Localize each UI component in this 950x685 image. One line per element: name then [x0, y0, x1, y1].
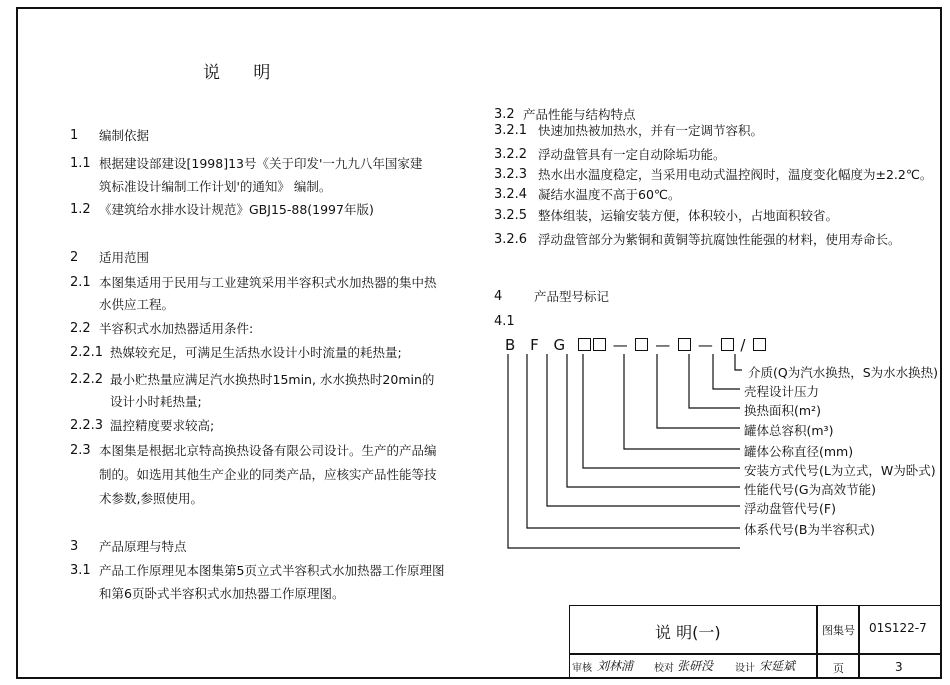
code-label: 壳程设计压力 [744, 384, 820, 399]
section-heading: 编制依据 [99, 128, 150, 143]
section-heading: 适用范围 [99, 250, 150, 265]
paragraph-line: 根据建设部建设[1998]13号《关于印发'一九九八年国家建 [99, 156, 423, 171]
paragraph-line: 设计小时耗热量; [110, 394, 202, 409]
section-number: 3.2.4 [494, 187, 528, 202]
code-label: 浮动盘管代号(F) [744, 501, 836, 516]
paragraph-line: 制的。如选用其他生产企业的同类产品，应核实产品性能等技 [99, 467, 437, 482]
paragraph-line: 凝结水温度不高于60℃。 [538, 187, 681, 202]
paragraph-line: 快速加热被加热水，并有一定调节容积。 [538, 123, 764, 138]
leader-line [689, 354, 740, 408]
leader-line [547, 354, 740, 506]
paragraph-line: 产品工作原理见本图集第5页立式半容积式水加热器工作原理图 [99, 563, 445, 578]
code-letter: F [530, 336, 540, 354]
paragraph-line: 温控精度要求较高; [110, 418, 215, 433]
section-number: 3.2 [494, 107, 515, 122]
section-number: 1 [70, 128, 79, 143]
section-number: 3.2.1 [494, 123, 528, 138]
sheet-title: 说 明(一) [655, 623, 721, 642]
atlas-number: 01S122-7 [869, 621, 927, 635]
page-label: 页 [833, 662, 844, 675]
design-signature: 宋延斌 [759, 659, 796, 673]
section-number: 2.2.2 [70, 372, 104, 387]
section-number: 3.2.2 [494, 147, 528, 162]
check-signature: 张研没 [677, 659, 714, 673]
paragraph-line: 《建筑给水排水设计规范》GBJ15-88(1997年版) [99, 202, 374, 217]
paragraph-line: 水供应工程。 [99, 297, 175, 312]
atlas-label: 图集号 [822, 624, 855, 637]
section-heading: 产品型号标记 [534, 289, 610, 304]
paragraph-line: 最小贮热量应满足汽水换热时15min, 水水换热时20min的 [110, 372, 435, 387]
paragraph-line: 浮动盘管部分为紫铜和黄铜等抗腐蚀性能强的材料，使用寿命长。 [538, 232, 901, 247]
code-label: 体系代号(B为半容积式) [744, 522, 875, 537]
review-signature: 刘林浦 [597, 659, 634, 673]
paragraph-line: 半容积式水加热器适用条件: [99, 321, 254, 336]
code-letter: B [505, 336, 517, 354]
paragraph-line: 和第6页卧式半容积式水加热器工作原理图。 [99, 586, 345, 601]
check-label: 校对 [654, 663, 674, 674]
leader-line [583, 354, 740, 468]
section-number: 4 [494, 289, 503, 304]
leader-line [567, 354, 740, 487]
code-label: 安装方式代号(L为立式，W为卧式) [744, 463, 936, 478]
code-dash: — [612, 336, 629, 354]
section-number: 4.1 [494, 314, 515, 329]
section-number: 1.1 [70, 156, 91, 171]
code-label: 罐体总容积(m³) [744, 423, 834, 438]
review-label: 审核 [572, 663, 592, 674]
design-label: 设计 [735, 663, 755, 674]
section-number: 3 [70, 539, 79, 554]
paragraph-line: 术参数,参照使用。 [99, 491, 203, 506]
code-label: 性能代号(G为高效节能) [744, 482, 876, 497]
page-title: 说 明 [203, 63, 285, 83]
section-number: 3.2.3 [494, 167, 528, 182]
title-block [569, 605, 942, 679]
code-label: 罐体公称直径(mm) [744, 444, 854, 459]
code-slash: / [740, 336, 747, 354]
paragraph-line: 筑标准设计编制工作计划'的通知》 编制。 [99, 179, 332, 194]
section-number: 1.2 [70, 202, 91, 217]
section-heading: 产品原理与特点 [99, 539, 187, 554]
paragraph-line: 浮动盘管具有一定自动除垢功能。 [538, 147, 726, 162]
page-number: 3 [895, 660, 903, 674]
code-dash: — [697, 336, 714, 354]
section-number: 2.3 [70, 443, 91, 458]
section-number: 2.1 [70, 275, 91, 290]
section-number: 2 [70, 250, 79, 265]
paragraph-line: 整体组装，运输安装方便，体积较小，占地面积较省。 [538, 208, 839, 223]
code-dash: — [655, 336, 672, 354]
code-letter: G [553, 336, 567, 354]
section-number: 3.2.5 [494, 208, 528, 223]
leader-line [527, 354, 740, 528]
section-number: 2.2.3 [70, 418, 104, 433]
section-number: 3.1 [70, 563, 91, 578]
leader-line [657, 354, 740, 428]
leader-line [713, 354, 740, 389]
section-number: 2.2 [70, 321, 91, 336]
code-label: 换热面积(m²) [744, 403, 821, 418]
paragraph-line: 热水出水温度稳定，当采用电动式温控阀时，温度变化幅度为±2.2℃。 [538, 167, 933, 182]
paragraph-line: 本图集是根据北京特高换热设备有限公司设计。生产的产品编 [99, 443, 437, 458]
section-number: 2.2.1 [70, 345, 104, 360]
section-heading: 产品性能与结构特点 [523, 107, 636, 122]
leader-line [624, 354, 740, 449]
paragraph-line: 热媒较充足，可满足生活热水设计小时流量的耗热量; [110, 345, 402, 360]
leader-line [735, 354, 742, 370]
section-number: 3.2.6 [494, 232, 528, 247]
paragraph-line: 本图集适用于民用与工业建筑采用半容积式水加热器的集中热 [99, 275, 437, 290]
code-label: 介质(Q为汽水换热，S为水水换热) [748, 365, 939, 380]
